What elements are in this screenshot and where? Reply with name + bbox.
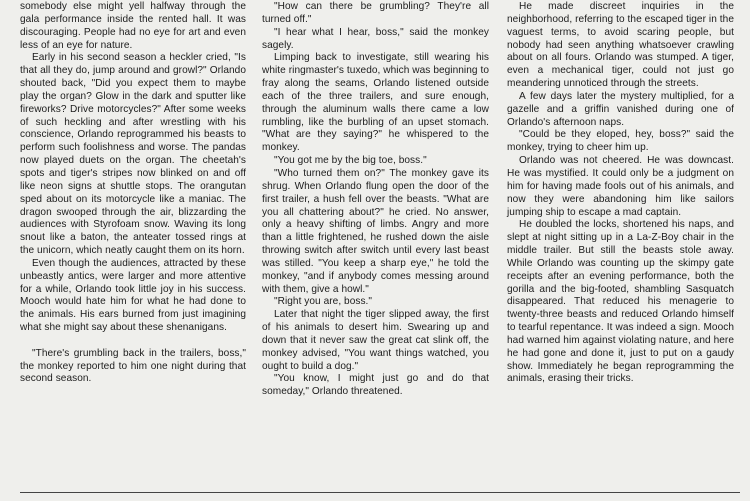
paragraph: "Right you are, boss." <box>274 296 373 308</box>
paragraph: He made discreet inquiries in the neighborhood, referring to the escaped tiger in the vaguest terms, to avoid scaring people, but nobody had seen anything whatsoever crawling about on all fours. Orlando was stumped. A tiger, even a mechanical tiger, could not just go meandering unnoticed through the streets. <box>507 1 734 90</box>
text-column-1 <box>20 1 246 386</box>
paragraph: somebody else might yell halfway through the gala performance inside the rented hall. It was discouraging. People had no eye for art and even less of an eye for nature. <box>20 1 246 51</box>
paragraph: "I hear what I hear, boss," said the monkey sagely. <box>262 26 489 51</box>
text-column-3 <box>507 1 734 386</box>
paragraph: A few days later the mystery multiplied, for a gazelle and a griffin vanished during one of Orlando's afternoon naps. <box>507 90 734 128</box>
paragraph: He doubled the locks, shortened his naps, and slept at night sitting up in a La-Z-Boy chair in the middle trailer. But still the beasts stole away. While Orlando was counting up the skimpy gate receipts after an evening performance, both the gorilla and the big-footed, shambling Sasquatch disappeared. That reduced his menagerie to twenty-three beasts and reduced Orlando himself to tearful repentance. It was indeed a sign. Mooch had warned him against violating nature, and here he had gone and done it, just to put on a gaudy show. Immediately he began reprogramming the animals, erasing their tricks. <box>507 219 734 385</box>
text-column-2 <box>262 1 489 399</box>
paragraph: "Could be they eloped, hey, boss?" said the monkey, trying to cheer him up. <box>507 129 734 154</box>
paragraph: "How can there be grumbling? They're all turned off." <box>262 1 489 25</box>
footer-rule <box>20 492 740 493</box>
paragraph: Even though the audiences, attracted by these unbeastly antics, were larger and more attentive for a while, Orlando took little joy in his success. Mooch would hate him for what he had done to the animals. His ears burned from just imagining what she might say about these shenanigans. <box>20 257 246 334</box>
paragraph: Later that night the tiger slipped away, the first of his animals to desert him. Swearing up and down that it never saw the great cat slink off, the monkey advised, "You want things watched, you ought to build a dog." <box>262 309 489 372</box>
paragraph: Limping back to investigate, still wearing his white ringmaster's tuxedo, which was beginning to fray along the seams, Orlando listened outside each of the three trailers, and sure enough, through the aluminum walls there came a low rumbling, like the burbling of an upset stomach. "What are they saying?" he whispered to the monkey. <box>262 52 489 154</box>
paragraph: Early in his second season a heckler cried, "Is that all they do, jump around and growl?" Orlando shouted back, "Did you expect them to maybe play the organ? Glow in the dark and sputter like fireworks? Drive motorcycles?" After some weeks of such heckling and after wrestling with his conscience, Orlando reprogrammed his beasts to perform such foolishness and worse. The pandas now played duets on the organ. The cheetah's spots and tiger's stripes now blinked on and off like neon signs at shuttle stops. The orangutan sped about on its motorcycle like a maniac. The dragon swooped through the air, blizzarding the audiences with Styrofoam snow. Waving its long snout like a baton, the anteater tossed rings at the unicorn, which neatly caught them on its horn. <box>20 52 246 257</box>
paragraph: "There's grumbling back in the trailers, boss," the monkey reported to him one night during that second season. <box>20 347 246 385</box>
paragraph: Orlando was not cheered. He was downcast. He was mystified. It could only be a judgment on him for having made fools out of his animals, and now they were abandoning him like sailors jumping ship to escape a mad captain. <box>507 155 734 218</box>
paragraph: "Who turned them on?" The monkey gave its shrug. When Orlando flung open the door of the first trailer, a hush fell over the beasts. "What are you all chattering about?" he cried. No answer, only a heavy shifting of limbs. Angry and more than a little frightened, he rushed down the aisle throwing switch after switch until every last beast was stilled. "You keep a sharp eye," he told the monkey, "and if anybody comes messing around with them, give a howl." <box>262 167 489 295</box>
paragraph: "You know, I might just go and do that someday," Orlando threatened. <box>262 373 489 398</box>
paragraph: "You got me by the big toe, boss." <box>274 155 427 167</box>
